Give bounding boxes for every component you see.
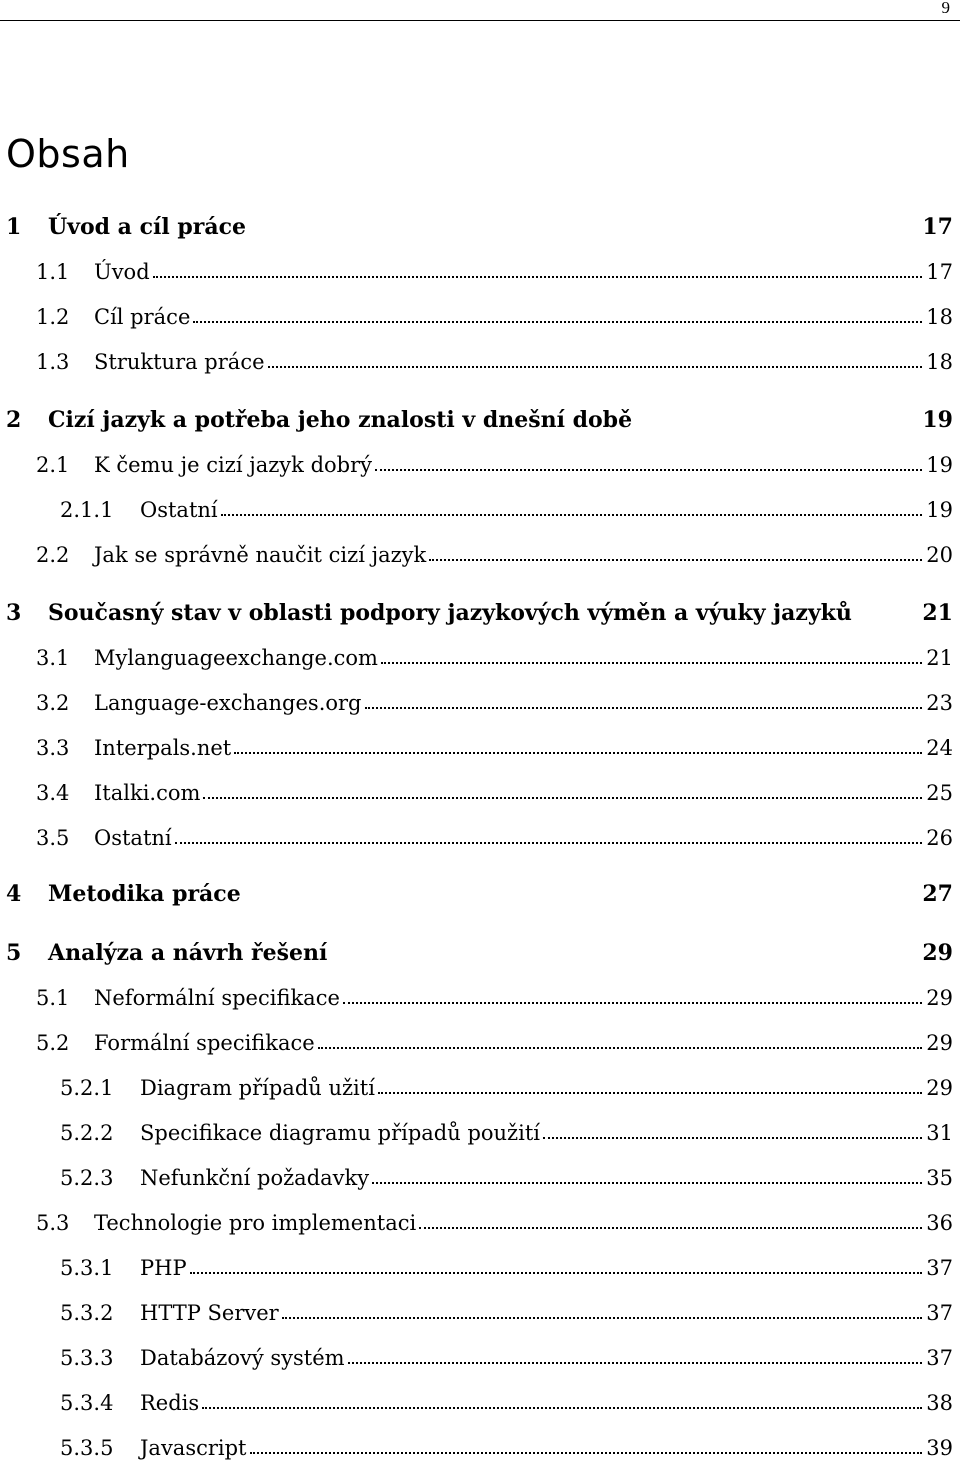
toc-entry-page: 19 (923, 498, 953, 522)
toc-entry[interactable] (0, 1071, 960, 1105)
toc-entry-title: Diagram případů užití (140, 1076, 378, 1100)
toc-entry[interactable] (0, 1296, 960, 1330)
toc-entry[interactable] (0, 776, 960, 810)
toc-entry[interactable] (0, 821, 960, 855)
toc-entry-number: 5.3.1 (60, 1256, 114, 1280)
toc-entry-page: 19 (919, 407, 953, 433)
toc-entry-number: 1.1 (36, 260, 70, 284)
toc-entry-number: 2.2 (36, 543, 70, 567)
toc-entry-number: 5.3.4 (60, 1391, 114, 1415)
toc-entry-number: 2.1.1 (60, 498, 114, 522)
dot-leader (175, 840, 922, 844)
dot-leader (419, 1225, 922, 1229)
toc-entry-number: 1 (6, 214, 22, 240)
page-title: Obsah (6, 132, 130, 176)
toc-entry-title: Javascript (140, 1436, 250, 1460)
toc-entry-title: PHP (140, 1256, 190, 1280)
toc-entry-title: K čemu je cizí jazyk dobrý (94, 453, 375, 477)
dot-leader (378, 1090, 922, 1094)
toc-entry-title: Specifikace diagramu případů použití (140, 1121, 543, 1145)
toc-entry-number: 3.1 (36, 646, 70, 670)
toc-entry-title: Italki.com (94, 781, 203, 805)
toc-entry-page: 35 (923, 1166, 953, 1190)
toc-entry-number: 3 (6, 600, 22, 626)
toc-entry-page: 19 (923, 453, 953, 477)
dot-leader (250, 1450, 922, 1454)
dot-leader (190, 1270, 922, 1274)
toc-entry-number: 2.1 (36, 453, 70, 477)
toc-entry-page: 26 (923, 826, 953, 850)
toc-entry-title: Mylanguageexchange.com (94, 646, 381, 670)
page-number: 9 (941, 0, 950, 17)
toc-entry[interactable] (0, 210, 960, 244)
toc-entry-title: Interpals.net (94, 736, 234, 760)
toc-entry-page: 38 (923, 1391, 953, 1415)
dot-leader (543, 1135, 922, 1139)
toc-entry[interactable] (0, 345, 960, 379)
toc-entry-number: 3.2 (36, 691, 70, 715)
toc-entry[interactable] (0, 1251, 960, 1285)
toc-entry-page: 29 (923, 986, 953, 1010)
toc-entry-page: 24 (923, 736, 953, 760)
toc-entry-title: Databázový systém (140, 1346, 348, 1370)
toc-entry-page: 23 (923, 691, 953, 715)
toc-entry-title: Úvod (94, 260, 153, 284)
dot-leader (348, 1360, 922, 1364)
toc-entry-title: Cíl práce (94, 305, 193, 329)
toc-entry-title: HTTP Server (140, 1301, 282, 1325)
toc-entry-page: 17 (919, 214, 953, 240)
toc-entry[interactable] (0, 641, 960, 675)
toc-entry[interactable] (0, 1386, 960, 1420)
toc-entry[interactable] (0, 448, 960, 482)
toc-entry-number: 3.3 (36, 736, 70, 760)
dot-leader (365, 705, 922, 709)
toc-entry-number: 5.2.3 (60, 1166, 114, 1190)
toc-entry-number: 5.2 (36, 1031, 70, 1055)
toc-entry-page: 31 (923, 1121, 953, 1145)
toc-entry-page: 17 (923, 260, 953, 284)
toc-entry-title: Ostatní (140, 498, 221, 522)
toc-entry-number: 5.1 (36, 986, 70, 1010)
toc-entry-page: 21 (923, 646, 953, 670)
toc-entry-title: Analýza a návrh řešení (48, 940, 330, 966)
toc-entry-page: 21 (919, 600, 953, 626)
dot-leader (343, 1000, 922, 1004)
dot-leader (202, 1405, 922, 1409)
toc-entry-title: Formální specifikace (94, 1031, 318, 1055)
toc-entry-page: 29 (923, 1076, 953, 1100)
toc-entry[interactable] (0, 596, 960, 630)
toc-entry[interactable] (0, 981, 960, 1015)
toc-entry-title: Ostatní (94, 826, 175, 850)
toc-entry-number: 5.3.5 (60, 1436, 114, 1460)
toc-entry-number: 5.3.2 (60, 1301, 114, 1325)
dot-leader (221, 512, 922, 516)
dot-leader (153, 274, 922, 278)
toc-entry-number: 5.2.1 (60, 1076, 114, 1100)
dot-leader (203, 795, 922, 799)
toc-entry-number: 4 (6, 881, 22, 907)
toc-entry-page: 29 (923, 1031, 953, 1055)
toc-entry-page: 27 (919, 881, 953, 907)
toc-entry-page: 39 (923, 1436, 953, 1460)
toc-entry-title: Současný stav v oblasti podpory jazykových výměn a výuky jazyků (48, 600, 855, 626)
toc-entry-page: 37 (923, 1346, 953, 1370)
dot-leader (429, 557, 922, 561)
dot-leader (282, 1315, 922, 1319)
toc-entry-page: 37 (923, 1256, 953, 1280)
toc-entry-number: 2 (6, 407, 22, 433)
toc-entry-title: Neformální specifikace (94, 986, 343, 1010)
toc-entry-page: 20 (923, 543, 953, 567)
toc-entry-number: 1.3 (36, 350, 70, 374)
toc-entry-number: 3.5 (36, 826, 70, 850)
toc-entry[interactable] (0, 538, 960, 572)
toc-entry[interactable] (0, 403, 960, 437)
dot-leader (234, 750, 922, 754)
toc-entry-number: 5.3 (36, 1211, 70, 1235)
dot-leader (318, 1045, 922, 1049)
toc-entry-number: 1.2 (36, 305, 70, 329)
toc-entry-page: 29 (919, 940, 953, 966)
toc-entry-number: 3.4 (36, 781, 70, 805)
toc-entry[interactable] (0, 936, 960, 970)
toc-entry-page: 25 (923, 781, 953, 805)
toc-entry-page: 18 (923, 350, 953, 374)
toc-entry[interactable] (0, 493, 960, 527)
page-header (0, 0, 960, 21)
toc-entry-page: 18 (923, 305, 953, 329)
toc-entry-page: 36 (923, 1211, 953, 1235)
toc-entry[interactable] (0, 877, 960, 911)
toc-entry-title: Redis (140, 1391, 202, 1415)
dot-leader (372, 1180, 922, 1184)
toc-entry-page: 37 (923, 1301, 953, 1325)
toc-entry-title: Language-exchanges.org (94, 691, 365, 715)
toc-entry-title: Nefunkční požadavky (140, 1166, 372, 1190)
dot-leader (375, 467, 922, 471)
toc-entry-number: 5.2.2 (60, 1121, 114, 1145)
toc-entry-title: Cizí jazyk a potřeba jeho znalosti v dnešní době (48, 407, 635, 433)
dot-leader (381, 660, 922, 664)
toc-entry-title: Technologie pro implementaci (94, 1211, 419, 1235)
toc-entry-number: 5 (6, 940, 22, 966)
toc-entry[interactable] (0, 255, 960, 289)
toc-entry-title: Úvod a cíl práce (48, 214, 249, 240)
toc-entry[interactable] (0, 1341, 960, 1375)
toc-entry-number: 5.3.3 (60, 1346, 114, 1370)
toc-entry[interactable] (0, 300, 960, 334)
toc-entry[interactable] (0, 1431, 960, 1465)
dot-leader (268, 364, 922, 368)
toc-entry[interactable] (0, 1161, 960, 1195)
toc-entry[interactable] (0, 1116, 960, 1150)
toc-entry[interactable] (0, 1026, 960, 1060)
toc-entry[interactable] (0, 731, 960, 765)
toc-entry[interactable] (0, 686, 960, 720)
toc-entry[interactable] (0, 1206, 960, 1240)
toc-entry-title: Jak se správně naučit cizí jazyk (94, 543, 429, 567)
dot-leader (193, 319, 922, 323)
toc-entry-title: Struktura práce (94, 350, 268, 374)
toc-entry-title: Metodika práce (48, 881, 244, 907)
